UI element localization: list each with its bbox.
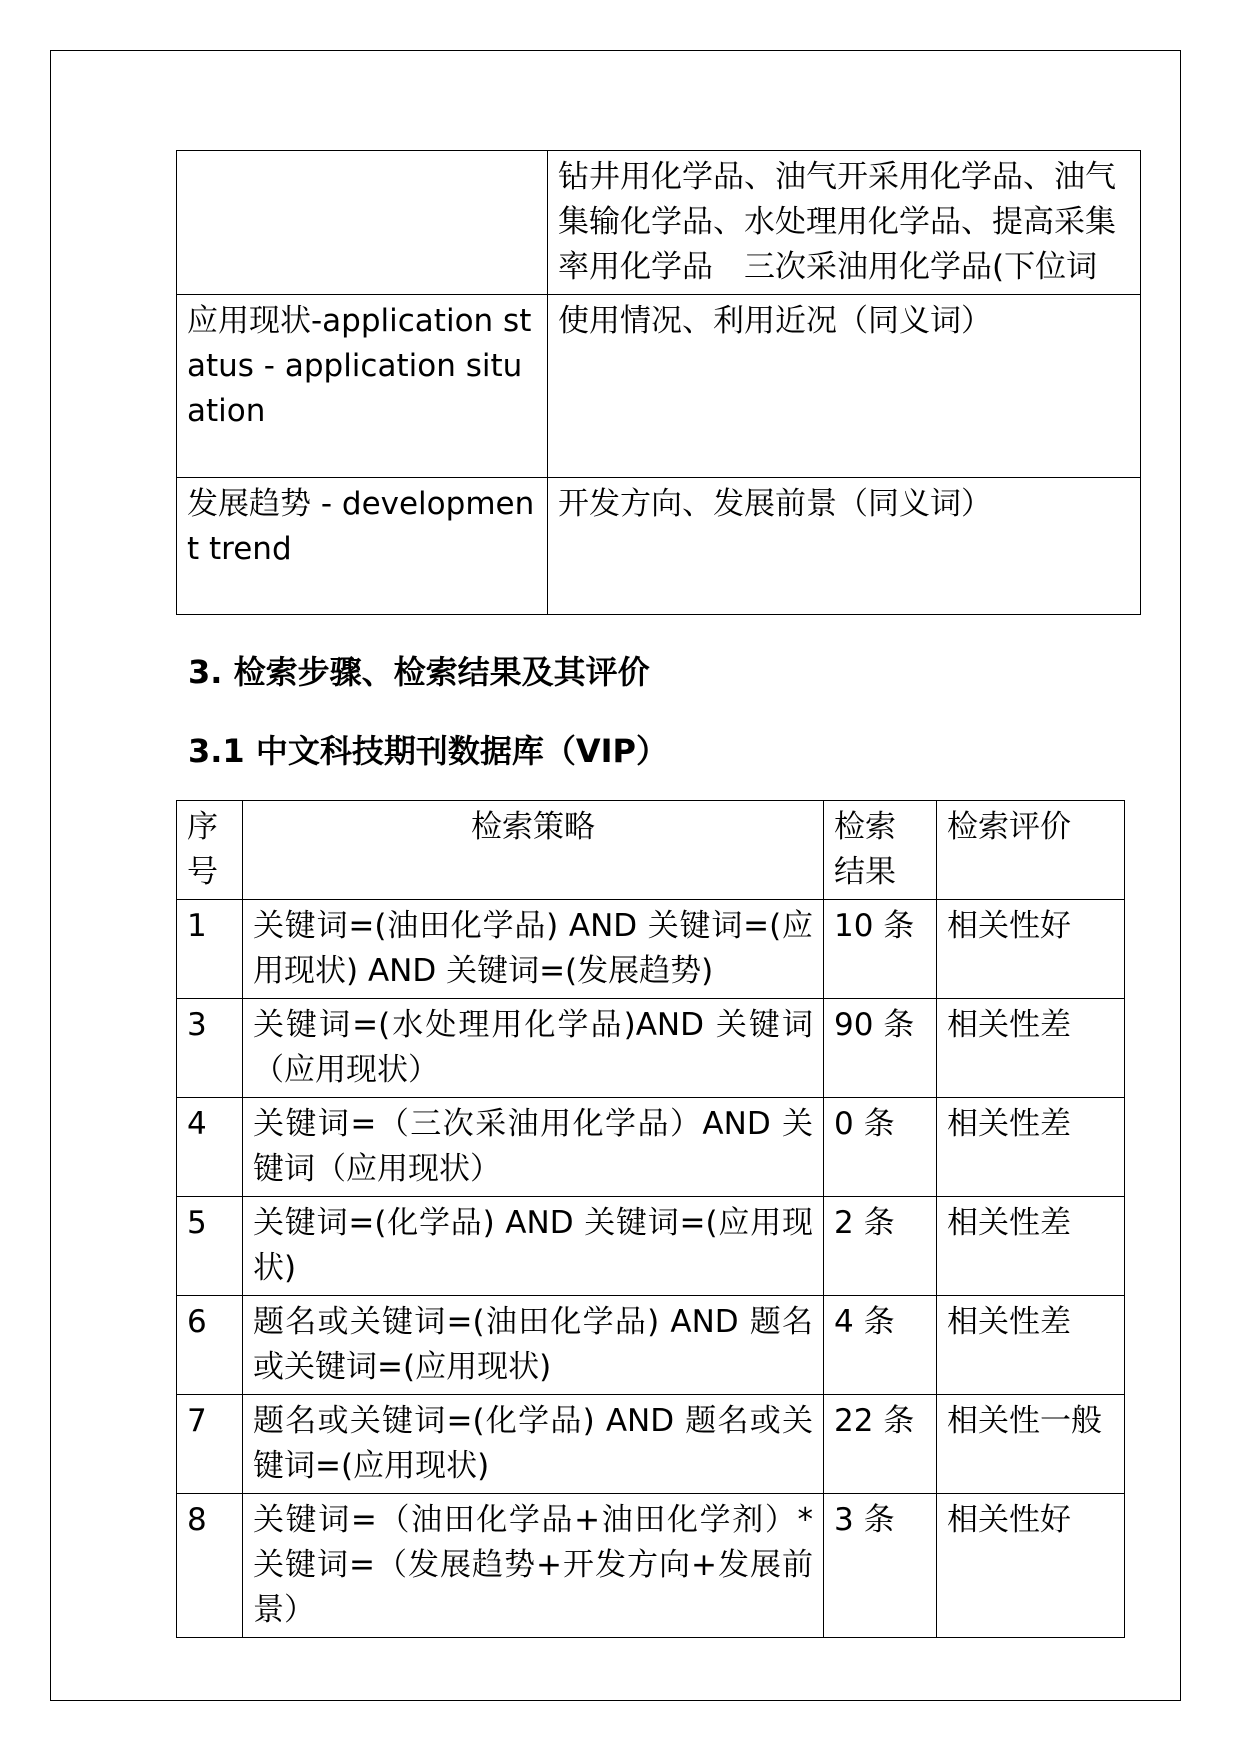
related-terms-cell: 开发方向、发展前景（同义词） xyxy=(548,478,1141,615)
row-evaluation: 相关性差 xyxy=(937,1197,1125,1296)
row-result: 10 条 xyxy=(824,900,937,999)
row-strategy: 题名或关键词=(化学品) AND 题名或关键词=(应用现状) xyxy=(243,1395,824,1494)
row-no: 3 xyxy=(177,999,243,1098)
row-strategy: 关键词=(水处理用化学品)AND 关键词（应用现状） xyxy=(243,999,824,1098)
row-result: 0 条 xyxy=(824,1098,937,1197)
row-result: 3 条 xyxy=(824,1494,937,1638)
terms-row xyxy=(177,151,1141,295)
table-row xyxy=(177,1098,1125,1197)
header-no: 序号 xyxy=(177,801,243,900)
row-strategy: 关键词=(化学品) AND 关键词=(应用现状) xyxy=(243,1197,824,1296)
subsection-heading: 3.1 中文科技期刊数据库（VIP） xyxy=(188,732,668,770)
header-strategy: 检索策略 xyxy=(243,801,824,900)
related-terms-cell: 钻井用化学品、油气开采用化学品、油气集输化学品、水处理用化学品、提高采集率用化学品 三次采油用化学品(下位词 xyxy=(548,151,1141,295)
header-evaluation: 检索评价 xyxy=(937,801,1125,900)
row-no: 1 xyxy=(177,900,243,999)
terms-row xyxy=(177,478,1141,615)
section-heading: 3. 检索步骤、检索结果及其评价 xyxy=(188,653,650,691)
row-no: 6 xyxy=(177,1296,243,1395)
table-row xyxy=(177,1197,1125,1296)
row-evaluation: 相关性差 xyxy=(937,999,1125,1098)
row-evaluation: 相关性好 xyxy=(937,1494,1125,1638)
row-no: 8 xyxy=(177,1494,243,1638)
row-result: 90 条 xyxy=(824,999,937,1098)
term-cell xyxy=(177,151,548,295)
related-terms-cell: 使用情况、利用近况（同义词） xyxy=(548,295,1141,478)
terms-row xyxy=(177,295,1141,478)
row-result: 4 条 xyxy=(824,1296,937,1395)
row-no: 4 xyxy=(177,1098,243,1197)
table-row xyxy=(177,1395,1125,1494)
terms-table xyxy=(176,150,1141,615)
row-evaluation: 相关性差 xyxy=(937,1296,1125,1395)
row-result: 2 条 xyxy=(824,1197,937,1296)
row-strategy: 关键词=（油田化学品+油田化学剂）* 关键词=（发展趋势+开发方向+发展前景） xyxy=(243,1494,824,1638)
term-cell: 发展趋势 - development trend xyxy=(177,478,548,615)
table-header-row xyxy=(177,801,1125,900)
row-result: 22 条 xyxy=(824,1395,937,1494)
search-strategy-table xyxy=(176,800,1125,1638)
table-row xyxy=(177,900,1125,999)
row-strategy: 关键词=(油田化学品) AND 关键词=(应用现状) AND 关键词=(发展趋势) xyxy=(243,900,824,999)
row-evaluation: 相关性好 xyxy=(937,900,1125,999)
row-evaluation: 相关性一般 xyxy=(937,1395,1125,1494)
row-evaluation: 相关性差 xyxy=(937,1098,1125,1197)
row-no: 5 xyxy=(177,1197,243,1296)
term-cell: 应用现状-application status - application situation xyxy=(177,295,548,478)
header-result: 检索结果 xyxy=(824,801,937,900)
table-row xyxy=(177,999,1125,1098)
table-row xyxy=(177,1296,1125,1395)
row-strategy: 关键词=（三次采油用化学品）AND 关键词（应用现状） xyxy=(243,1098,824,1197)
row-strategy: 题名或关键词=(油田化学品) AND 题名或关键词=(应用现状) xyxy=(243,1296,824,1395)
row-no: 7 xyxy=(177,1395,243,1494)
table-row xyxy=(177,1494,1125,1638)
